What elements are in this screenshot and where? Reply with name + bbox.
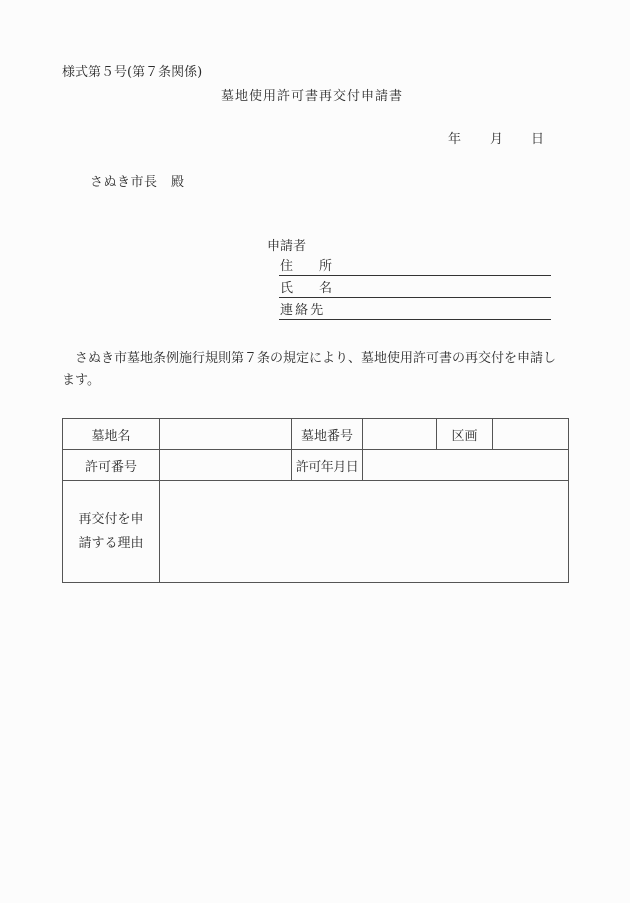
plot-number-label: 墓地番号 <box>292 419 363 450</box>
contact-label: 連 絡 先 <box>280 303 323 318</box>
name-label-b: 名 <box>319 281 333 296</box>
permit-date-label: 許可年月日 <box>292 450 363 481</box>
reason-label-line1: 再交付を申 <box>78 511 144 527</box>
application-statement <box>62 348 568 392</box>
permit-number-input[interactable] <box>160 450 292 481</box>
name-label-a: 氏 <box>280 281 294 296</box>
address-field[interactable] <box>279 258 551 276</box>
address-label-a: 住 <box>280 259 294 274</box>
form-number: 様式第５号(第７条関係) <box>62 65 203 80</box>
statement-text: さぬき市墓地条例施行規則第７条の規定により、墓地使用許可書の再交付を申請します。 <box>62 351 557 388</box>
table-row <box>63 419 569 450</box>
section-input[interactable] <box>493 419 569 450</box>
table-row <box>63 481 569 583</box>
address-label-b: 所 <box>319 259 333 274</box>
date-year-label: 年 <box>448 132 462 147</box>
addressee: さぬき市長 殿 <box>90 175 185 190</box>
reason-label-cell <box>63 481 160 583</box>
permit-number-label: 許可番号 <box>63 450 160 481</box>
date-day-label: 日 <box>531 132 545 147</box>
reason-input[interactable] <box>160 481 569 583</box>
name-field[interactable] <box>279 280 551 298</box>
section-label: 区画 <box>437 419 493 450</box>
applicant-label: 申請者 <box>267 239 307 254</box>
document-title: 墓地使用許可書再交付申請書 <box>221 89 404 104</box>
application-table <box>62 418 569 583</box>
date-month-label: 月 <box>490 132 504 147</box>
plot-number-input[interactable] <box>363 419 437 450</box>
cemetery-name-input[interactable] <box>160 419 292 450</box>
cemetery-name-label: 墓地名 <box>63 419 160 450</box>
reason-label-line2: 請する理由 <box>78 535 144 551</box>
permit-date-input[interactable] <box>363 450 569 481</box>
contact-field[interactable] <box>279 302 551 320</box>
table-row <box>63 450 569 481</box>
